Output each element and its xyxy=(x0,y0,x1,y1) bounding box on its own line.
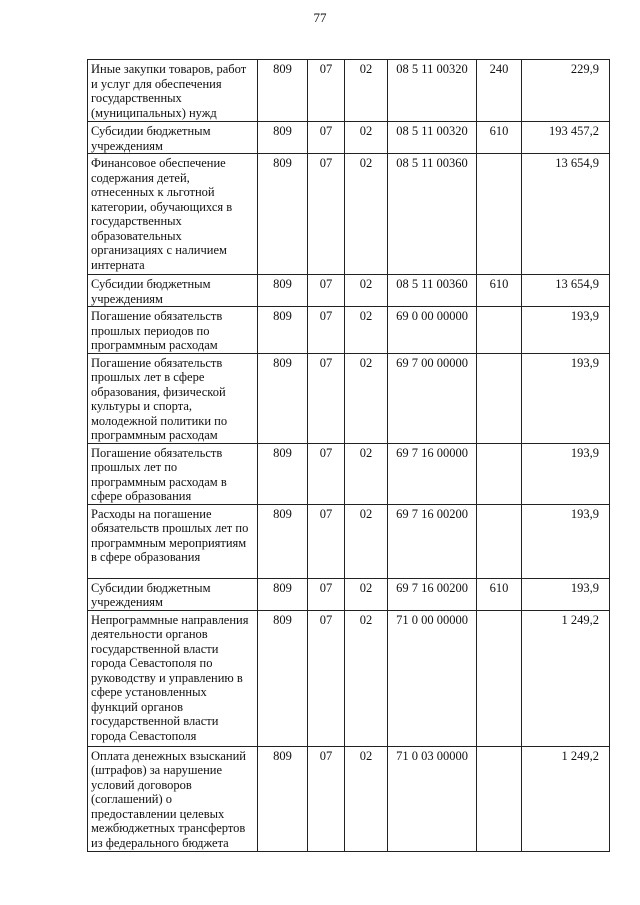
row-rz: 07 xyxy=(308,443,345,504)
row-gr: 809 xyxy=(258,307,308,354)
row-gr: 809 xyxy=(258,746,308,851)
row-vr: 240 xyxy=(477,60,522,122)
table-row xyxy=(88,60,610,122)
row-name: Иные закупки товаров, работ и услуг для обеспечения государственных (муниципальных) нужд xyxy=(88,60,258,122)
row-gr: 809 xyxy=(258,578,308,610)
row-vr: 610 xyxy=(477,275,522,307)
row-name: Оплата денежных взысканий (штрафов) за нарушение условий договоров (соглашений) о предоставлении целевых межбюджетных трансфертов из федерального бюджета xyxy=(88,746,258,851)
row-pr: 02 xyxy=(345,443,388,504)
row-sum: 193,9 xyxy=(522,443,610,504)
row-csr: 69 0 00 00000 xyxy=(388,307,477,354)
row-rz: 07 xyxy=(308,610,345,746)
row-vr xyxy=(477,353,522,443)
row-sum: 193,9 xyxy=(522,353,610,443)
row-gr: 809 xyxy=(258,443,308,504)
row-name: Погашение обязательств прошлых лет в сфере образования, физической культуры и спорта, молодежной политики по программным расходам xyxy=(88,353,258,443)
row-name: Субсидии бюджетным учреждениям xyxy=(88,122,258,154)
table-row xyxy=(88,122,610,154)
table-row xyxy=(88,154,610,275)
row-sum: 229,9 xyxy=(522,60,610,122)
row-pr: 02 xyxy=(345,154,388,275)
row-vr: 610 xyxy=(477,578,522,610)
row-pr: 02 xyxy=(345,307,388,354)
page-number: 77 xyxy=(313,10,327,25)
row-vr xyxy=(477,746,522,851)
row-gr: 809 xyxy=(258,353,308,443)
row-vr xyxy=(477,443,522,504)
row-csr: 71 0 03 00000 xyxy=(388,746,477,851)
row-sum: 193,9 xyxy=(522,578,610,610)
row-vr xyxy=(477,307,522,354)
row-pr: 02 xyxy=(345,60,388,122)
table-row xyxy=(88,307,610,354)
row-csr: 69 7 16 00000 xyxy=(388,443,477,504)
row-name: Субсидии бюджетным учреждениям xyxy=(88,578,258,610)
row-vr xyxy=(477,610,522,746)
row-vr xyxy=(477,504,522,578)
row-gr: 809 xyxy=(258,122,308,154)
row-csr: 08 5 11 00320 xyxy=(388,122,477,154)
row-rz: 07 xyxy=(308,154,345,275)
row-pr: 02 xyxy=(345,353,388,443)
table-row xyxy=(88,275,610,307)
table-row xyxy=(88,578,610,610)
row-rz: 07 xyxy=(308,746,345,851)
row-sum: 1 249,2 xyxy=(522,610,610,746)
row-rz: 07 xyxy=(308,275,345,307)
row-csr: 69 7 16 00200 xyxy=(388,578,477,610)
row-sum: 193,9 xyxy=(522,504,610,578)
budget-table xyxy=(87,59,610,852)
row-pr: 02 xyxy=(345,746,388,851)
row-sum: 13 654,9 xyxy=(522,275,610,307)
row-sum: 193,9 xyxy=(522,307,610,354)
row-rz: 07 xyxy=(308,307,345,354)
row-vr: 610 xyxy=(477,122,522,154)
row-csr: 69 7 16 00200 xyxy=(388,504,477,578)
row-gr: 809 xyxy=(258,275,308,307)
row-rz: 07 xyxy=(308,353,345,443)
row-sum: 193 457,2 xyxy=(522,122,610,154)
row-sum: 1 249,2 xyxy=(522,746,610,851)
table-row xyxy=(88,353,610,443)
row-gr: 809 xyxy=(258,154,308,275)
row-name: Погашение обязательств прошлых лет по программным расходам в сфере образования xyxy=(88,443,258,504)
row-rz: 07 xyxy=(308,60,345,122)
row-pr: 02 xyxy=(345,504,388,578)
row-name: Погашение обязательств прошлых периодов по программным расходам xyxy=(88,307,258,354)
row-pr: 02 xyxy=(345,578,388,610)
row-pr: 02 xyxy=(345,122,388,154)
row-gr: 809 xyxy=(258,610,308,746)
row-csr: 08 5 11 00360 xyxy=(388,275,477,307)
row-pr: 02 xyxy=(345,610,388,746)
row-name: Непрограммные направления деятельности органов государственной власти города Севастополя по руководству и управлению в сфере установленных функций органов государственной власти города Севастополя xyxy=(88,610,258,746)
row-rz: 07 xyxy=(308,504,345,578)
table-row xyxy=(88,443,610,504)
row-pr: 02 xyxy=(345,275,388,307)
row-csr: 08 5 11 00360 xyxy=(388,154,477,275)
row-csr: 08 5 11 00320 xyxy=(388,60,477,122)
row-vr xyxy=(477,154,522,275)
row-name: Расходы на погашение обязательств прошлых лет по программным мероприятиям в сфере образования xyxy=(88,504,258,578)
row-rz: 07 xyxy=(308,578,345,610)
row-rz: 07 xyxy=(308,122,345,154)
row-csr: 71 0 00 00000 xyxy=(388,610,477,746)
row-sum: 13 654,9 xyxy=(522,154,610,275)
row-name: Финансовое обеспечение содержания детей, отнесенных к льготной категории, обучающихся в государственных образовательных организациях с наличием интерната xyxy=(88,154,258,275)
row-gr: 809 xyxy=(258,60,308,122)
table-row xyxy=(88,610,610,746)
row-csr: 69 7 00 00000 xyxy=(388,353,477,443)
table-row xyxy=(88,746,610,851)
table-row xyxy=(88,504,610,578)
row-gr: 809 xyxy=(258,504,308,578)
row-name: Субсидии бюджетным учреждениям xyxy=(88,275,258,307)
